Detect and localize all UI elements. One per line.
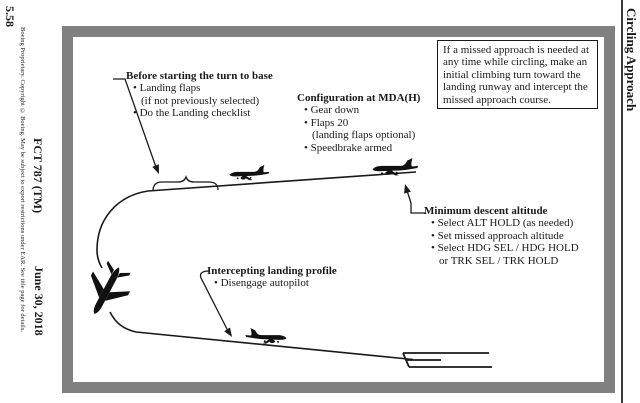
callout-intercepting-landing-profile xyxy=(207,265,337,290)
callout-title: Before starting the turn to base xyxy=(126,70,273,82)
callout-item: • Do the Landing checklist xyxy=(133,107,251,120)
callout-item-continuation: or TRK SEL / TRK HOLD xyxy=(439,254,559,267)
callout-item: • Select ALT HOLD (as needed) xyxy=(431,217,574,230)
callout-title: Intercepting landing profile xyxy=(207,265,337,277)
page-number: 5.58 xyxy=(3,6,17,27)
callout-title: Minimum descent altitude xyxy=(424,205,548,217)
callout-title: Configuration at MDA(H) xyxy=(297,92,421,104)
note-line: landing runway and intercept the xyxy=(443,81,588,94)
note-line: missed approach course. xyxy=(443,93,551,106)
copyright-notice: Boeing Proprietary. Copyright © Boeing. May be subject to export restrictions under EAR. See title page for details. xyxy=(19,27,26,332)
callout-before-turn xyxy=(126,70,273,120)
callout-item: • Landing flaps xyxy=(133,82,201,95)
callout-item-continuation: (if not previously selected) xyxy=(141,94,260,107)
callout-item: • Gear down xyxy=(304,104,360,117)
missed-approach-note-box xyxy=(437,40,598,109)
callout-item: • Disengage autopilot xyxy=(214,277,309,290)
callout-configuration-mda xyxy=(297,92,420,154)
doc-code: FCT 787 (TM) xyxy=(31,138,45,214)
callout-item-continuation: (landing flaps optional) xyxy=(312,129,416,142)
callout-item: • Set missed approach altitude xyxy=(431,229,564,242)
callout-item: • Select HDG SEL / HDG HOLD xyxy=(431,242,579,255)
callout-item: • Flaps 20 xyxy=(304,116,349,129)
callout-item: • Speedbrake armed xyxy=(304,141,393,154)
section-title: Circling Approach xyxy=(624,8,639,112)
note-line: If a missed approach is needed at xyxy=(443,44,589,56)
note-line: any time while circling, make an xyxy=(443,56,588,69)
callout-minimum-descent-altitude xyxy=(424,205,579,267)
note-line: initial climbing turn toward the xyxy=(443,68,581,81)
revision-date: June 30, 2018 xyxy=(32,266,46,336)
